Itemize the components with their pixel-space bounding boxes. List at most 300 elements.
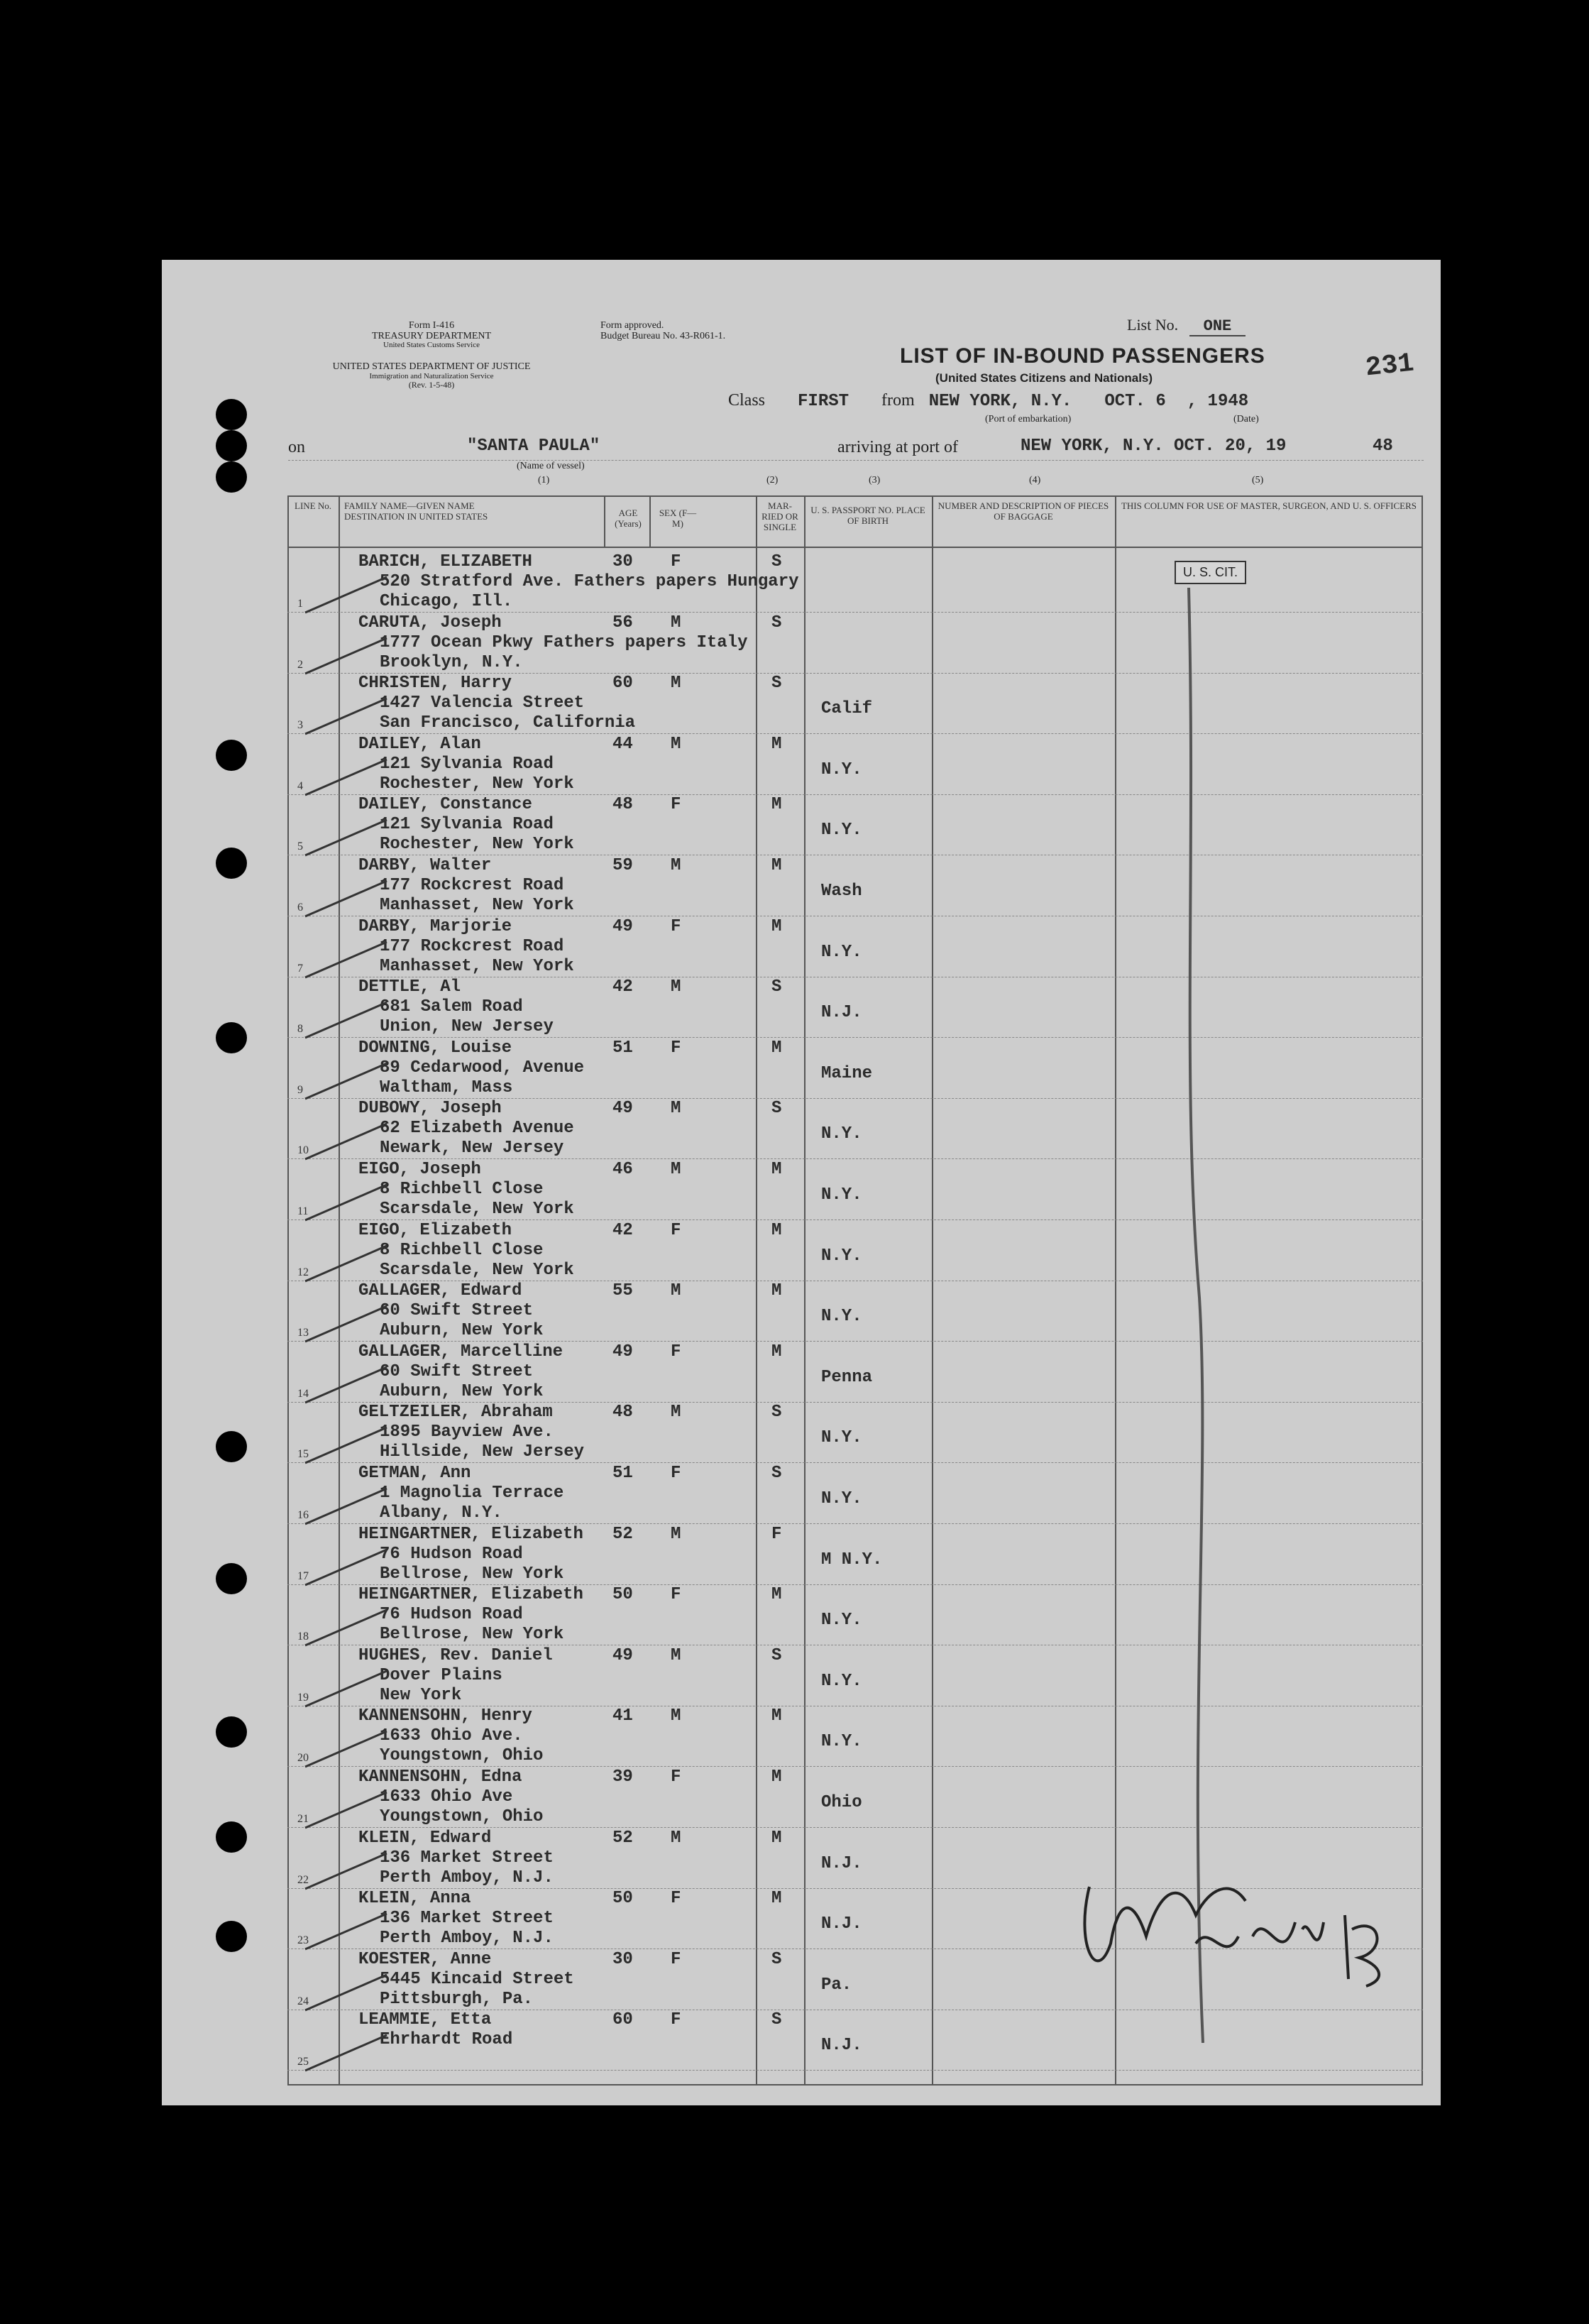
- punch-hole: [216, 430, 247, 461]
- check-mark: [302, 1485, 394, 1528]
- port-caption: (Port of embarkation): [985, 414, 1072, 424]
- age: 50: [612, 1889, 633, 1909]
- list-number-label: List No.: [1127, 316, 1179, 334]
- sex: M: [671, 1160, 681, 1179]
- age: 48: [612, 1403, 633, 1423]
- address-line-1: 121 Sylvania Road: [380, 815, 554, 835]
- inspector-signature: [1068, 1858, 1409, 2000]
- table-row: [287, 795, 1423, 855]
- place-of-birth: N.J.: [821, 1003, 862, 1023]
- marital-status: S: [771, 977, 782, 997]
- place-of-birth: N.Y.: [821, 1185, 862, 1205]
- address-line-2: Waltham, Mass: [380, 1078, 513, 1097]
- line-number: 12: [297, 1266, 309, 1278]
- address-line-2: Scarsdale, New York: [380, 1260, 574, 1280]
- sex: M: [671, 1403, 681, 1423]
- address-line-2: Hillside, New Jersey: [380, 1442, 585, 1462]
- place-of-birth: N.Y.: [821, 1611, 862, 1630]
- place-of-birth: N.J.: [821, 2036, 862, 2056]
- punch-hole: [216, 1431, 247, 1462]
- address-line-2: Manhasset, New York: [380, 956, 574, 976]
- age: 51: [612, 1464, 633, 1483]
- sex: F: [671, 552, 681, 571]
- passenger-name: CHRISTEN, Harry: [358, 674, 512, 694]
- check-mark: [302, 1120, 394, 1163]
- age: 44: [612, 734, 633, 754]
- check-mark: [302, 1181, 394, 1224]
- passenger-name: KOESTER, Anne: [358, 1949, 492, 1969]
- address-line-2: Pittsburgh, Pa.: [380, 1989, 534, 2009]
- table-row: [287, 1099, 1423, 1159]
- line-number: 14: [297, 1387, 309, 1400]
- age: 49: [612, 1099, 633, 1119]
- punch-hole: [216, 399, 247, 430]
- sex: F: [671, 916, 681, 936]
- table-row: [287, 917, 1423, 977]
- table-row: [287, 1342, 1423, 1403]
- age: 51: [612, 1038, 633, 1058]
- form-identification: [339, 321, 524, 350]
- place-of-birth: N.Y.: [821, 1489, 862, 1508]
- customs-service: United States Customs Service: [383, 341, 480, 350]
- marital-status: M: [771, 916, 782, 936]
- check-mark: [302, 1303, 394, 1345]
- address-line-1: 89 Cedarwood, Avenue: [380, 1058, 585, 1078]
- marital-status: M: [771, 1281, 782, 1301]
- marital-status: M: [771, 1342, 782, 1361]
- budget-bureau: Budget Bureau No. 43-R061-1.: [600, 330, 726, 341]
- marital-status: S: [771, 1464, 782, 1483]
- punch-hole: [216, 1022, 247, 1053]
- table-row: [287, 1525, 1423, 1585]
- table-row: [287, 1464, 1423, 1524]
- place-of-birth: M N.Y.: [821, 1550, 883, 1569]
- line-number: 20: [297, 1752, 309, 1765]
- age: 42: [612, 1220, 633, 1240]
- place-of-birth: N.J.: [821, 1853, 862, 1873]
- sex: M: [671, 977, 681, 997]
- class-label: Class: [728, 391, 766, 410]
- col-officers: THIS COLUMN FOR USE OF MASTER, SURGEON, AND U. S. OFFICERS: [1121, 500, 1417, 511]
- pencil-vertical-line: [1160, 588, 1246, 2043]
- passenger-name: DARBY, Marjorie: [358, 916, 512, 936]
- age: 41: [612, 1706, 633, 1726]
- address-line-2: Newark, New Jersey: [380, 1139, 564, 1158]
- col-num-1: (1): [538, 475, 550, 486]
- vessel-name: "SANTA PAULA": [467, 437, 600, 456]
- address-line-1: 520 Stratford Ave. Fathers papers Hungary: [380, 572, 799, 591]
- sex: M: [671, 613, 681, 632]
- age: 49: [612, 1342, 633, 1361]
- passenger-name: DAILEY, Constance: [358, 795, 532, 815]
- sex: M: [671, 1828, 681, 1848]
- address-line-2: Scarsdale, New York: [380, 1200, 574, 1219]
- arrival-year: 48: [1373, 437, 1393, 456]
- table-row: [287, 674, 1423, 734]
- passenger-name: GALLAGER, Marcelline: [358, 1342, 563, 1361]
- col-passport: U. S. PASSPORT NO. PLACE OF BIRTH: [810, 505, 925, 526]
- sex: F: [671, 1949, 681, 1969]
- marital-status: M: [771, 795, 782, 815]
- marital-status: S: [771, 1099, 782, 1119]
- age: 48: [612, 795, 633, 815]
- marital-status: M: [771, 1828, 782, 1848]
- line-number: 22: [297, 1873, 309, 1886]
- place-of-birth: Calif: [821, 699, 873, 719]
- check-mark: [302, 635, 394, 677]
- check-mark: [302, 1728, 394, 1770]
- check-mark: [302, 2032, 394, 2074]
- address-line-1: 681 Salem Road: [380, 997, 523, 1017]
- table-row: [287, 1767, 1423, 1828]
- us-citizen-stamp: U. S. CIT.: [1175, 561, 1246, 584]
- justice-dept: UNITED STATES DEPARTMENT OF JUSTICE: [332, 361, 531, 372]
- table-row: [287, 856, 1423, 916]
- address-line-2: Youngstown, Ohio: [380, 1746, 544, 1766]
- address-line-1: 8 Richbell Close: [380, 1180, 544, 1199]
- sex: F: [671, 1342, 681, 1361]
- col-age: AGE (Years): [615, 508, 642, 529]
- address-line-1: 8 Richbell Close: [380, 1240, 544, 1260]
- stamped-number: 231: [1363, 348, 1416, 384]
- class-line: [728, 392, 1438, 410]
- address-line-1: 76 Hudson Road: [380, 1605, 523, 1625]
- sex: F: [671, 2010, 681, 2030]
- check-mark: [302, 938, 394, 981]
- passenger-name: BARICH, ELIZABETH: [358, 552, 532, 571]
- vessel-caption: (Name of vessel): [517, 461, 585, 471]
- check-mark: [302, 756, 394, 799]
- manifest-page: [162, 260, 1441, 2105]
- address-line-2: Bellrose, New York: [380, 1625, 564, 1645]
- age: 52: [612, 1524, 633, 1544]
- arriving-label: arriving at port of: [837, 438, 958, 456]
- age: 52: [612, 1828, 633, 1848]
- check-mark: [302, 1971, 394, 2014]
- check-mark: [302, 695, 394, 738]
- line-number: 21: [297, 1813, 309, 1825]
- sex: F: [671, 795, 681, 815]
- form-approval: [600, 321, 725, 341]
- age: 49: [612, 916, 633, 936]
- place-of-birth: N.Y.: [821, 1246, 862, 1266]
- passenger-name: EIGO, Elizabeth: [358, 1220, 512, 1240]
- marital-status: S: [771, 1949, 782, 1969]
- col-baggage: NUMBER AND DESCRIPTION OF PIECES OF BAGGAGE: [938, 500, 1109, 522]
- marital-status: M: [771, 1585, 782, 1605]
- sex: F: [671, 1767, 681, 1787]
- sex: M: [671, 1281, 681, 1301]
- check-mark: [302, 1667, 394, 1710]
- address-line-1: 1427 Valencia Street: [380, 694, 585, 713]
- check-mark: [302, 1850, 394, 1892]
- age: 39: [612, 1767, 633, 1787]
- address-line-2: Manhasset, New York: [380, 896, 574, 915]
- check-mark: [302, 1060, 394, 1102]
- address-line-1: 177 Rockcrest Road: [380, 876, 564, 895]
- check-mark: [302, 1242, 394, 1285]
- table-row: [287, 977, 1423, 1038]
- marital-status: S: [771, 552, 782, 571]
- check-mark: [302, 574, 394, 616]
- check-mark: [302, 1546, 394, 1589]
- marital-status: S: [771, 613, 782, 632]
- place-of-birth: N.Y.: [821, 821, 862, 840]
- passenger-name: KANNENSOHN, Edna: [358, 1767, 522, 1787]
- address-line-1: 136 Market Street: [380, 1909, 554, 1929]
- age: 55: [612, 1281, 633, 1301]
- place-of-birth: N.Y.: [821, 760, 862, 779]
- punch-hole: [216, 461, 247, 493]
- passenger-name: DETTLE, Al: [358, 977, 461, 997]
- passenger-name: DUBOWY, Joseph: [358, 1099, 502, 1119]
- address-line-1: 60 Swift Street: [380, 1301, 534, 1321]
- table-row: [287, 1585, 1423, 1645]
- marital-status: M: [771, 1038, 782, 1058]
- place-of-birth: N.Y.: [821, 1428, 862, 1448]
- sex: F: [671, 1889, 681, 1909]
- punch-hole: [216, 1716, 247, 1748]
- embark-year: , 1948: [1187, 392, 1249, 411]
- table-row: [287, 613, 1423, 674]
- age: 56: [612, 613, 633, 632]
- address-line-2: Perth Amboy, N.J.: [380, 1929, 554, 1948]
- line-number: 25: [297, 2056, 309, 2068]
- sex: F: [671, 1585, 681, 1605]
- col-num-2: (2): [766, 475, 779, 486]
- address-line-1: 60 Swift Street: [380, 1361, 534, 1381]
- marital-status: M: [771, 1706, 782, 1726]
- ins-service: Immigration and Naturalization Service: [369, 371, 494, 380]
- check-mark: [302, 1910, 394, 1953]
- line-number: 6: [297, 901, 303, 914]
- place-of-birth: N.Y.: [821, 1307, 862, 1327]
- age: 30: [612, 552, 633, 571]
- page-subtitle: (United States Citizens and Nationals): [935, 371, 1153, 385]
- arrival-port-date: NEW YORK, N.Y. OCT. 20, 19: [1021, 437, 1287, 456]
- marital-status: S: [771, 2010, 782, 2030]
- address-line-1: 121 Sylvania Road: [380, 754, 554, 774]
- address-line-1: 1895 Bayview Ave.: [380, 1423, 554, 1442]
- punch-hole: [216, 1821, 247, 1853]
- table-row: [287, 1160, 1423, 1220]
- table-row: [287, 1403, 1423, 1463]
- marital-status: S: [771, 1645, 782, 1665]
- address-line-2: Bellrose, New York: [380, 1564, 564, 1584]
- check-mark: [302, 877, 394, 920]
- passenger-name: DAILEY, Alan: [358, 734, 481, 754]
- address-line-2: Albany, N.Y.: [380, 1503, 502, 1523]
- passenger-name: KLEIN, Edward: [358, 1828, 492, 1848]
- age: 46: [612, 1160, 633, 1179]
- check-mark: [302, 1424, 394, 1467]
- address-line-2: Brooklyn, N.Y.: [380, 652, 523, 672]
- place-of-birth: N.Y.: [821, 942, 862, 962]
- table-row: [287, 1706, 1423, 1767]
- place-of-birth: Wash: [821, 882, 862, 901]
- address-line-2: Youngstown, Ohio: [380, 1807, 544, 1826]
- age: 50: [612, 1585, 633, 1605]
- embark-date: OCT. 6: [1104, 392, 1166, 411]
- passenger-name: DARBY, Walter: [358, 856, 492, 875]
- table-row: [287, 1038, 1423, 1099]
- age: 59: [612, 856, 633, 875]
- place-of-birth: N.Y.: [821, 1124, 862, 1144]
- marital-status: S: [771, 1403, 782, 1423]
- place-of-birth: Ohio: [821, 1793, 862, 1812]
- address-line-2: Perth Amboy, N.J.: [380, 1868, 554, 1887]
- sex: M: [671, 734, 681, 754]
- line-number: 11: [297, 1205, 309, 1217]
- line-number: 1: [297, 598, 303, 610]
- sex: F: [671, 1220, 681, 1240]
- table-row: [287, 1646, 1423, 1706]
- passenger-name: LEAMMIE, Etta: [358, 2010, 492, 2030]
- punch-hole: [216, 1563, 247, 1594]
- address-line-1: 5445 Kincaid Street: [380, 1969, 574, 1989]
- address-line-2: Rochester, New York: [380, 774, 574, 794]
- sex: F: [671, 1464, 681, 1483]
- marital-status: M: [771, 1889, 782, 1909]
- punch-hole: [216, 740, 247, 771]
- address-line-1: 1777 Ocean Pkwy Fathers papers Italy: [380, 632, 748, 652]
- check-mark: [302, 1606, 394, 1649]
- place-of-birth: Pa.: [821, 1975, 852, 1995]
- line-number: 17: [297, 1569, 309, 1582]
- treasury-dept: TREASURY DEPARTMENT: [371, 330, 492, 341]
- table-row: [287, 735, 1423, 795]
- list-number-value: ONE: [1189, 317, 1246, 336]
- sex: M: [671, 1099, 681, 1119]
- sex: M: [671, 1706, 681, 1726]
- age: 60: [612, 674, 633, 694]
- passenger-name: GELTZEILER, Abraham: [358, 1403, 553, 1423]
- sex: F: [671, 1038, 681, 1058]
- address-line-1: Dover Plains: [380, 1665, 502, 1685]
- address-line-2: Rochester, New York: [380, 835, 574, 855]
- age: 49: [612, 1645, 633, 1665]
- date-caption: (Date): [1233, 414, 1259, 424]
- line-number: 16: [297, 1509, 309, 1521]
- col-num-3: (3): [869, 475, 881, 486]
- justice-block: [282, 362, 581, 390]
- address-line-1: 1633 Ohio Ave: [380, 1787, 513, 1807]
- check-mark: [302, 816, 394, 859]
- col-line-no: LINE No.: [295, 500, 331, 511]
- page-title: LIST OF IN-BOUND PASSENGERS: [900, 344, 1265, 368]
- col-num-4: (4): [1029, 475, 1041, 486]
- sex: M: [671, 674, 681, 694]
- sex: M: [671, 856, 681, 875]
- line-number: 24: [297, 1995, 309, 2007]
- line-number: 2: [297, 658, 303, 671]
- marital-status: M: [771, 734, 782, 754]
- passenger-name: GALLAGER, Edward: [358, 1281, 522, 1301]
- place-of-birth: Maine: [821, 1063, 873, 1083]
- punch-hole: [216, 1921, 247, 1952]
- passenger-name: HEINGARTNER, Elizabeth: [358, 1524, 583, 1544]
- check-mark: [302, 999, 394, 1041]
- line-number: 10: [297, 1144, 309, 1157]
- form-number: Form I-416: [408, 320, 455, 331]
- line-number: 15: [297, 1448, 309, 1461]
- check-mark: [302, 1789, 394, 1831]
- address-line-2: Chicago, Ill.: [380, 592, 513, 611]
- marital-status: S: [771, 674, 782, 694]
- age: 60: [612, 2010, 633, 2030]
- line-number: 18: [297, 1630, 309, 1643]
- place-of-birth: N.Y.: [821, 1732, 862, 1752]
- address-line-1: 1 Magnolia Terrace: [380, 1484, 564, 1503]
- passenger-name: CARUTA, Joseph: [358, 613, 502, 632]
- line-number: 3: [297, 719, 303, 732]
- passenger-name: GETMAN, Ann: [358, 1464, 471, 1483]
- col-name: FAMILY NAME—GIVEN NAME DESTINATION IN UNITED STATES: [344, 500, 488, 522]
- table-row: [287, 552, 1423, 613]
- line-number: 8: [297, 1023, 303, 1036]
- marital-status: M: [771, 1160, 782, 1179]
- age: 42: [612, 977, 633, 997]
- address-line-2: Auburn, New York: [380, 1381, 544, 1401]
- address-line-2: New York: [380, 1685, 462, 1705]
- marital-status: M: [771, 1767, 782, 1787]
- col-married: MAR-RIED OR SINGLE: [761, 500, 798, 532]
- line-number: 19: [297, 1691, 309, 1704]
- address-line-1: 1633 Ohio Ave.: [380, 1726, 523, 1746]
- address-line-1: Ehrhardt Road: [380, 2030, 513, 2050]
- line-number: 7: [297, 962, 303, 975]
- age: 30: [612, 1949, 633, 1969]
- col-num-5: (5): [1252, 475, 1264, 486]
- address-line-1: 136 Market Street: [380, 1848, 554, 1868]
- marital-status: M: [771, 1220, 782, 1240]
- address-line-2: Union, New Jersey: [380, 1017, 554, 1037]
- address-line-1: 62 Elizabeth Avenue: [380, 1119, 574, 1139]
- passenger-table: [287, 495, 1423, 2085]
- passenger-name: DOWNING, Louise: [358, 1038, 512, 1058]
- check-mark: [302, 1364, 394, 1406]
- class-value: FIRST: [798, 392, 850, 411]
- marital-status: F: [771, 1524, 782, 1544]
- list-number-field: [1127, 317, 1246, 334]
- sex: M: [671, 1645, 681, 1665]
- embark-port: NEW YORK, N.Y.: [928, 392, 1072, 411]
- line-number: 4: [297, 779, 303, 792]
- line-number: 13: [297, 1327, 309, 1339]
- table-row: [287, 2010, 1423, 2071]
- line-number: 9: [297, 1083, 303, 1096]
- address-line-2: Auburn, New York: [380, 1321, 544, 1341]
- address-line-1: 76 Hudson Road: [380, 1544, 523, 1564]
- address-line-2: San Francisco, California: [380, 713, 636, 733]
- line-number: 23: [297, 1934, 309, 1947]
- sex: M: [671, 1524, 681, 1544]
- place-of-birth: Penna: [821, 1367, 873, 1387]
- passenger-name: HUGHES, Rev. Daniel: [358, 1645, 553, 1665]
- table-row: [287, 1281, 1423, 1342]
- address-line-1: 177 Rockcrest Road: [380, 936, 564, 956]
- on-label: on: [288, 438, 305, 456]
- marital-status: M: [771, 856, 782, 875]
- table-row: [287, 1221, 1423, 1281]
- form-approved: Form approved.: [600, 320, 664, 331]
- revision: (Rev. 1-5-48): [408, 380, 455, 390]
- place-of-birth: N.J.: [821, 1914, 862, 1934]
- from-label: from: [881, 391, 915, 410]
- place-of-birth: N.Y.: [821, 1671, 862, 1691]
- passenger-name: KANNENSOHN, Henry: [358, 1706, 532, 1726]
- punch-hole: [216, 848, 247, 879]
